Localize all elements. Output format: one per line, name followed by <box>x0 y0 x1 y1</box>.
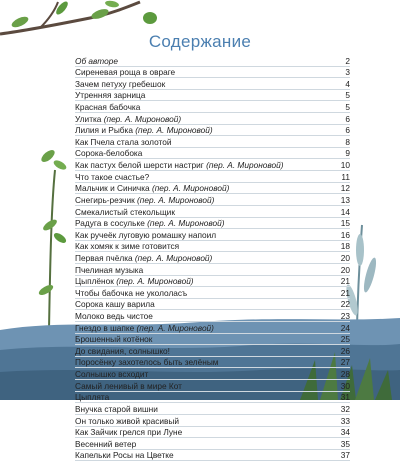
toc-entry <box>75 148 350 160</box>
toc-entry-title <box>75 405 336 414</box>
toc-entry-page-number: 37 <box>340 450 350 461</box>
toc-entry-page-number: 18 <box>340 241 350 252</box>
toc-entry-title-text: Об авторе <box>75 55 118 66</box>
toc-entry-title-text: Сорока-белобока <box>75 148 143 159</box>
toc-entry <box>75 427 350 439</box>
toc-entry <box>75 90 350 102</box>
toc-entry-title <box>75 149 336 158</box>
toc-entry-title <box>75 393 336 402</box>
toc-entry-page-number: 8 <box>345 136 350 147</box>
toc-entry <box>75 194 350 206</box>
toc-entry-page-number: 32 <box>340 403 350 414</box>
toc-entry-title <box>75 347 336 356</box>
toc-entry-title-text: Внучка старой вишни <box>75 403 158 414</box>
toc-entry-title-text: Молоко ведь чистое <box>75 311 153 322</box>
toc-entry-title <box>75 138 336 147</box>
page-title: Содержание <box>148 32 252 51</box>
toc-entry-translator: (пер. А. Мироновой) <box>137 194 215 205</box>
toc-entry-page-number: 6 <box>345 113 350 124</box>
toc-entry-title <box>75 242 336 251</box>
toc-entry-page-number: 31 <box>340 392 350 403</box>
toc-entry-title-text: Первая пчёлка <box>75 252 135 263</box>
toc-entry-title-text: Чтобы бабочка не укололасъ <box>75 287 188 298</box>
toc-entry-page-number: 16 <box>340 229 350 240</box>
toc-entry-title-text: Брошенный котёнок <box>75 334 153 345</box>
toc-entry-title <box>75 184 336 193</box>
toc-entry-title-text: Цыплёнок <box>75 276 117 287</box>
toc-entry-page-number: 20 <box>340 264 350 275</box>
toc-entry <box>75 415 350 427</box>
toc-entry <box>75 287 350 299</box>
toc-entry-title-text: До свидания, солнышко! <box>75 345 170 356</box>
toc-entry-title-text: Снегирь-резчик <box>75 194 138 205</box>
toc-entry-title-text: Цыплята <box>75 392 110 403</box>
toc-entry-page-number: 21 <box>340 276 350 287</box>
toc-entry-title-text: Сорока кашу варила <box>75 299 155 310</box>
toc-entry-page-number: 27 <box>340 357 350 368</box>
toc-entry-page-number: 5 <box>345 102 350 113</box>
toc-entry-title <box>75 57 336 66</box>
toc-entry-title-text: Утренняя зарница <box>75 90 146 101</box>
toc-entry-title <box>75 428 336 437</box>
toc-entry-page-number: 34 <box>340 427 350 438</box>
toc-entry <box>75 380 350 392</box>
toc-entry-title <box>75 196 336 205</box>
toc-entry-page-number: 28 <box>340 369 350 380</box>
toc-entry-title <box>75 80 336 89</box>
toc-entry-title <box>75 266 336 275</box>
toc-entry-page-number: 26 <box>340 345 350 356</box>
toc-entry <box>75 392 350 404</box>
toc-entry-title <box>75 417 336 426</box>
toc-entry-title <box>75 126 336 135</box>
toc-entry-title-text: Что такое счастье? <box>75 171 150 182</box>
toc-entry-title <box>75 382 336 391</box>
toc-entry-translator: (пер. А. Мироновой) <box>151 183 230 194</box>
toc-entry-title-text: Улитка <box>75 113 104 124</box>
toc-entry-page-number: 23 <box>340 311 350 322</box>
toc-entry-title-text: Гнездо в шапке <box>75 322 137 333</box>
toc-entry-title <box>75 91 336 100</box>
toc-entry-title-text: Как пастух белой шерсти настриг <box>75 160 207 171</box>
toc-entry <box>75 218 350 230</box>
toc-entry-title-text: Поросёнку захотелось быть зелёным <box>75 357 219 368</box>
toc-entry-page-number: 12 <box>340 183 350 194</box>
toc-entry <box>75 113 350 125</box>
toc-entry-page-number: 20 <box>340 252 350 263</box>
toc-entry-title-text: Радуга в сосульке <box>75 218 148 229</box>
toc-entry-page-number: 24 <box>340 322 350 333</box>
toc-entry-title-text: Как Пчела стала золотой <box>75 136 172 147</box>
toc-entry-title <box>75 208 336 217</box>
toc-entry-title-text: Лилия и Рыбка <box>75 125 136 136</box>
toc-entry-page-number: 13 <box>340 194 350 205</box>
toc-entry <box>75 171 350 183</box>
toc-entry-page-number: 33 <box>340 415 350 426</box>
toc-entry <box>75 78 350 90</box>
table-of-contents <box>75 55 350 461</box>
toc-entry-page-number: 21 <box>340 287 350 298</box>
toc-entry-title-text: Весенний ветер <box>75 438 137 449</box>
toc-entry-title-text: Солнышко всходит <box>75 369 149 380</box>
toc-entry-title-text: Пчелиная музыка <box>75 264 144 275</box>
toc-entry <box>75 310 350 322</box>
toc-entry-title-text: Он только живой красивый <box>75 415 179 426</box>
toc-entry <box>75 229 350 241</box>
toc-entry-page-number: 5 <box>345 90 350 101</box>
toc-entry-page-number: 6 <box>345 125 350 136</box>
toc-entry-translator: (пер. А. Мироновой) <box>136 322 214 333</box>
toc-entry <box>75 55 350 67</box>
toc-entry <box>75 368 350 380</box>
toc-entry <box>75 183 350 195</box>
toc-entry-translator: (пер. А. Мироновой) <box>103 113 182 124</box>
toc-entry-title <box>75 103 336 112</box>
toc-entry-translator: (пер. А. Мироновой) <box>116 276 194 287</box>
toc-entry-title-text: Как ручеёк луговую ромашку напоил <box>75 229 217 240</box>
toc-entry-title-text: Смекалистый стекольщик <box>75 206 175 217</box>
toc-entry <box>75 206 350 218</box>
toc-entry-translator: (пер. А. Мироновой) <box>147 218 225 229</box>
toc-entry <box>75 322 350 334</box>
toc-entry <box>75 403 350 415</box>
toc-entry-title-text: Красная бабочка <box>75 102 141 113</box>
toc-entry-title-text: Как Зайчик грелся при Луне <box>75 427 183 438</box>
toc-entry-page-number: 30 <box>340 380 350 391</box>
toc-entry <box>75 241 350 253</box>
toc-entry-page-number: 14 <box>340 206 350 217</box>
toc-entry <box>75 101 350 113</box>
toc-entry-title <box>75 68 336 77</box>
toc-entry-page-number: 2 <box>345 55 350 66</box>
toc-entry-title-text: Как хомяк к зиме готовится <box>75 241 180 252</box>
toc-entry-title <box>75 289 336 298</box>
toc-entry-page-number: 15 <box>340 218 350 229</box>
toc-entry-title <box>75 370 336 379</box>
toc-entry-page-number: 9 <box>345 148 350 159</box>
toc-entry-translator: (пер. А. Мироновой) <box>134 252 213 263</box>
toc-entry <box>75 334 350 346</box>
toc-entry-title <box>75 440 336 449</box>
toc-entry-title-text: Самый ленивый в мире Кот <box>75 380 182 391</box>
toc-entry <box>75 125 350 137</box>
toc-entry <box>75 345 350 357</box>
toc-entry-title <box>75 300 336 309</box>
toc-entry <box>75 450 350 461</box>
toc-entry-page-number: 25 <box>340 334 350 345</box>
toc-entry <box>75 252 350 264</box>
toc-entry-title <box>75 312 336 321</box>
toc-entry <box>75 357 350 369</box>
toc-entry-title <box>75 358 336 367</box>
toc-entry-title <box>75 231 336 240</box>
toc-entry-title <box>75 161 336 170</box>
toc-entry-title-text: Сиреневая роща в овраге <box>75 67 176 78</box>
toc-entry-page-number: 3 <box>345 67 350 78</box>
toc-entry-title <box>75 115 336 124</box>
toc-entry-page-number: 4 <box>345 78 350 89</box>
toc-entry-page-number: 10 <box>340 160 350 171</box>
toc-entry-title <box>75 277 336 286</box>
toc-entry-translator: (пер. А. Мироновой) <box>135 125 213 136</box>
toc-entry <box>75 299 350 311</box>
toc-entry-title-text: Капельки Росы на Цветке <box>75 450 174 461</box>
toc-entry-title <box>75 219 336 228</box>
toc-entry-title-text: Зачем петуху гребешок <box>75 78 166 89</box>
toc-entry <box>75 136 350 148</box>
toc-entry-title <box>75 254 336 263</box>
toc-entry-page-number: 11 <box>341 171 350 182</box>
toc-entry-title-text: Мальчик и Синичка <box>75 183 152 194</box>
toc-entry-translator: (пер. А. Мироновой) <box>206 160 284 171</box>
toc-entry-page-number: 22 <box>340 299 350 310</box>
toc-entry <box>75 264 350 276</box>
toc-entry-title <box>75 451 336 460</box>
toc-entry-title <box>75 335 336 344</box>
toc-entry-title <box>75 324 336 333</box>
toc-entry <box>75 438 350 450</box>
toc-entry-page-number: 35 <box>340 438 350 449</box>
toc-entry <box>75 276 350 288</box>
toc-entry-title <box>75 173 336 182</box>
toc-entry <box>75 67 350 79</box>
toc-entry <box>75 159 350 171</box>
